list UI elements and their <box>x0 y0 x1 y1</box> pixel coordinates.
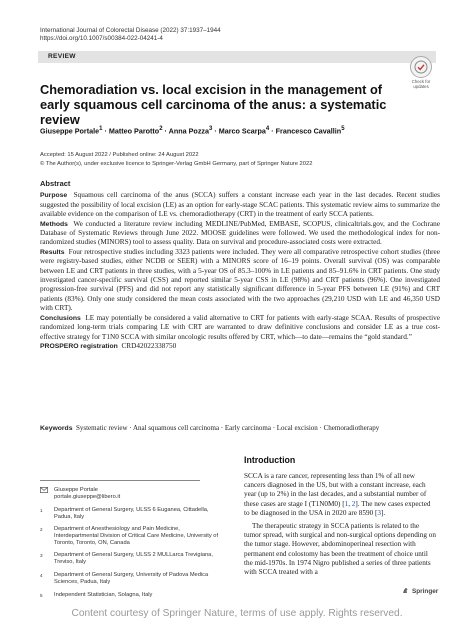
author-name[interactable]: Matteo Parotto <box>108 126 160 136</box>
doi-link[interactable]: https://doi.org/10.1007/s00384-022-04241-4 <box>40 35 163 42</box>
abstract-conclusions: Conclusions LE may potentially be considered a valid alternative to CRT for patients with early-stage SCAA. Results of prospective randomized long-term trials comparing LE with CRT are warranted to draw definitive conclusions and consider LE as a true cost-effective strategy for T1N0 SCCA with similar oncologic results offered by CRT, which—to date—remains the “gold standard.” <box>40 313 440 341</box>
affiliation-item: 3 Department of General Surgery, ULSS 2 MULLarca Trevigiana, Treviso, Italy <box>40 552 213 566</box>
affiliation-item: 4 Department of General Surgery, University of Padova Medica Sciences, Padua, Italy <box>40 572 209 586</box>
publisher-logo <box>402 587 438 596</box>
correspondence-name: Giuseppe Portale <box>54 487 98 493</box>
citation-link[interactable]: 1 <box>344 499 349 508</box>
abstract-results: Results Four retrospective studies including 3323 patients were included. They were all comparative retrospective cohort studies (three were registry-based studies, either NCDB or SEER) with a MINORS score of 16–19 points. Overall survival (OS) was comparable between LE and CRT patients in three studies, with a 5-year OS of 85.3–100% in LE patients and 85–91.6% in CRT patients. One study investigated cancer-specific survival (CSS) and reported similar 5-year CSS in LE (98%) and CRT patients (96%). One investigated progression-free survival (PFS) and did not report any statistically significant difference in 5-year PFS between LE (91%) and CRT patients (83%). Only one study considered the mean costs associated with the two approaches (29,210 USD with LE and 46,350 USD with CRT). <box>40 247 440 313</box>
abstract-purpose: Purpose Squamous cell carcinoma of the anus (SCCA) suffers a constant increase each year in the last decades. Recent studies suggested the possibility of local excision (LE) as an option for early-stage SCAC patients. This systematic review aims to summarize the available evidence on the comparison of LE vs. chemoradiotherapy (CRT) in the treatment of early SCCA patients. <box>40 191 440 219</box>
copyright-notice: © The Author(s), under exclusive licence to Springer-Verlag GmbH Germany, part of Springer Nature 2022 <box>40 161 313 167</box>
author-name[interactable]: Giuseppe Portale <box>40 126 100 136</box>
author-name[interactable]: Marco Scarpa <box>218 126 266 136</box>
affiliation-item: 2 Department of Anesthesiology and Pain Medicine, Interdepartmental Division of Critical Care Medicine, University of Toronto, Toronto, ON, Canada <box>40 526 219 547</box>
affiliation-item: 1 Department of General Surgery, ULSS 6 Euganea, Cittadella, Padua, Italy <box>40 507 209 521</box>
abstract <box>40 179 440 351</box>
author-list: Giuseppe Portale$^1$ · Matteo Parotto$^2$ · Anna Pozza$^3$ · Marco Scarpa$^4$ · Francesco Cavallin$^5$ <box>40 126 345 136</box>
author-name[interactable]: Anna Pozza <box>168 126 210 136</box>
springer-horse-icon <box>402 587 409 596</box>
envelope-icon[interactable] <box>40 487 48 495</box>
journal-header <box>40 27 221 43</box>
prospero-registration: PROSPERO registration CRD42022338750 <box>40 341 177 350</box>
publication-dates: Accepted: 15 August 2022 / Published online: 24 August 2022 <box>40 152 199 158</box>
author-name[interactable]: Francesco Cavallin <box>275 126 342 136</box>
check-for-updates-icon[interactable] <box>410 56 432 78</box>
check-for-updates-label: Check for updates <box>411 79 431 89</box>
introduction-paragraph: SCCA is a rare cancer, representing less than 1% of all new cancers diagnosed in the US, but with a constant increase, each year (up to 2%) in the last decades, and a substantial number of these cases are stage I (T1N0M0) [1, 2]. The new cases expected to be diagnosed in the USA in 2020 are 8590 [3]. <box>244 472 431 517</box>
introduction-heading: Introduction <box>244 455 296 465</box>
article-title: Chemoradiation vs. local excision in the management of early squamous cell carcinoma of the anus: a systematic review <box>40 82 387 127</box>
citation-link[interactable]: 3 <box>377 508 381 517</box>
correspondence-email[interactable]: portale.giuseppe@libero.it <box>54 494 121 501</box>
citation-link[interactable]: 2 <box>351 499 356 508</box>
section-label: REVIEW <box>38 51 436 63</box>
abstract-heading: Abstract <box>40 179 71 188</box>
journal-citation: International Journal of Colorectal Disease (2022) 37:1937–1944 <box>40 27 221 34</box>
abstract-methods: Methods We conducted a literature review including MEDLINE/PubMed, EMBASE, SCOPUS, clinicaltrials.gov, and the Cochrane Database of Systematic Reviews through June 2022. MOOSE guidelines were followed. We used the methodological index for non-randomized studies (MINORS) tool to assess quality. Data on survival and procedure-associated costs were extracted. <box>40 219 441 247</box>
affiliation-item: 5 Independent Statistician, Solagna, Italy <box>40 592 153 598</box>
footnote-divider <box>40 480 200 481</box>
correspondence <box>40 487 225 501</box>
introduction-body <box>244 472 437 577</box>
introduction-paragraph: The therapeutic strategy in SCCA patients is related to the tumor spread, with surgical and non-surgical options depending on the tumor stage. However, abdominoperineal resection with permanent end colostomy has been the treatment of choice until the mid-1970s. In 1974 Nigro published a series of three patients with SCCA treated with a <box>244 522 436 577</box>
publisher-name: Springer <box>412 588 439 595</box>
keywords: Keywords Systematic review · Anal squamous cell carcinoma · Early carcinoma · Local excision · Chemoradiotherapy <box>40 424 380 432</box>
courtesy-notice: Content courtesy of Springer Nature, terms of use apply. Rights reserved. <box>71 608 403 619</box>
